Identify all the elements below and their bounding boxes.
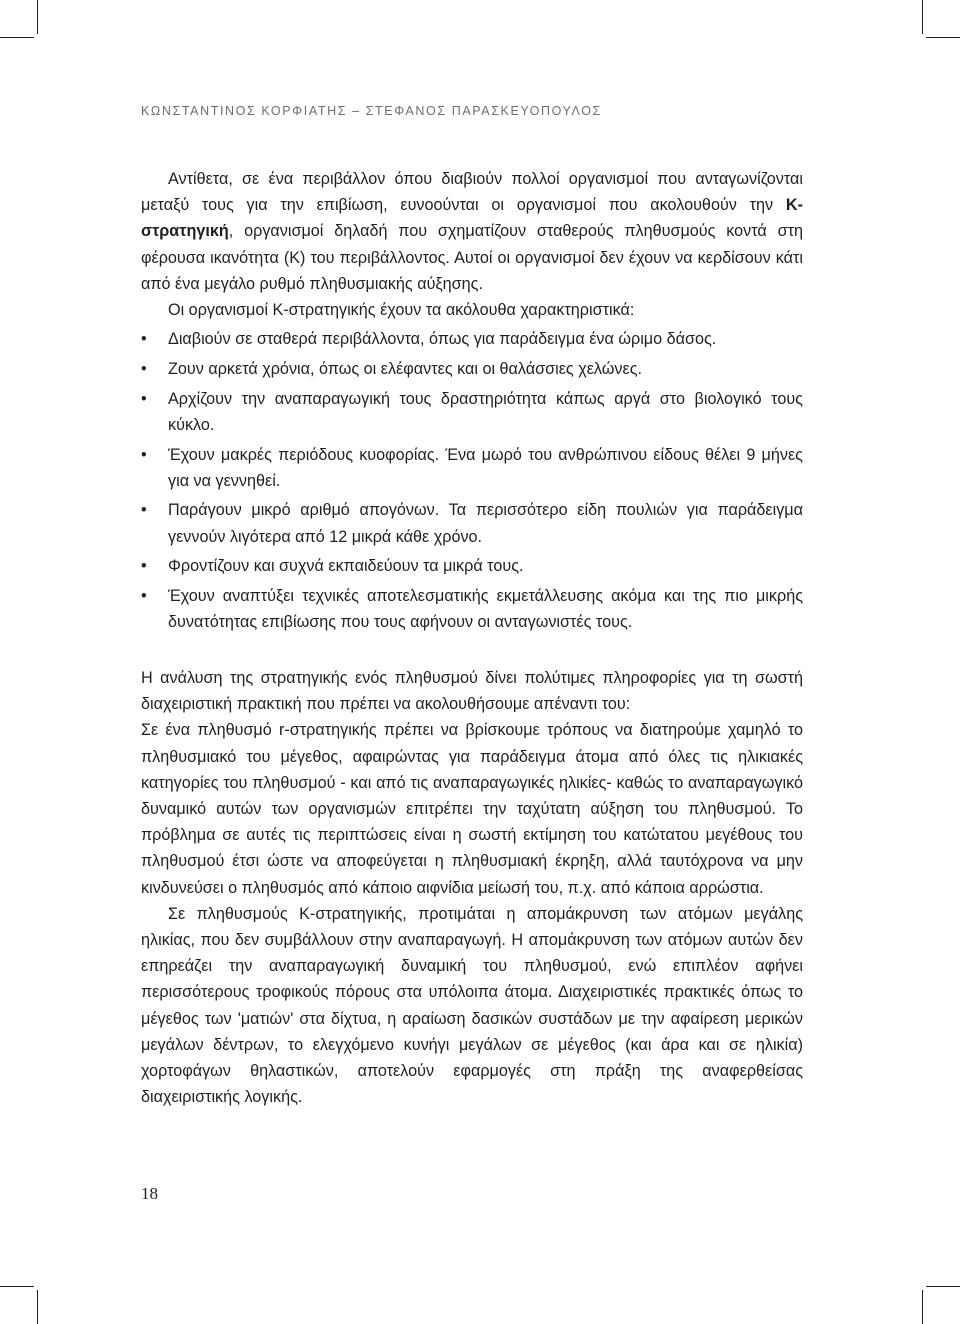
crop-mark-bottom-left-h [0, 1286, 34, 1287]
intro-text-1: Αντίθετα, σε ένα περιβάλλον όπου διαβιούν πολλοί οργανισμοί που ανταγωνίζονται μεταξύ τους για την επιβίωση, ευνοούνται οι οργανισμοί που ακολουθούν την [141, 170, 803, 215]
list-item [141, 442, 803, 494]
crop-mark-top-right-h [926, 37, 960, 38]
bullet-glyph: • [141, 557, 147, 576]
bullet-glyph: • [141, 359, 147, 378]
running-head: ΚΩΝΣΤΑΝΤΙΝΟΣ ΚΟΡΦΙΑΤΗΣ – ΣΤΕΦΑΝΟΣ ΠΑΡΑΣΚΕΥΟΠΟΥΛΟΣ [141, 104, 602, 118]
intro-paragraph [141, 166, 803, 297]
list-item [141, 497, 803, 549]
traits-list [141, 326, 803, 635]
list-item [141, 386, 803, 438]
crop-mark-bottom-right [922, 1290, 923, 1324]
list-item [141, 583, 803, 635]
bullet-glyph: • [141, 389, 147, 408]
crop-mark-top-left [37, 0, 38, 34]
list-item-text: Αρχίζουν την αναπαραγωγική τους δραστηριότητα κάπως αργά στο βιολογικό τους κύκλο. [168, 389, 803, 434]
list-item-text: Παράγουν μικρό αριθμό απογόνων. Τα περισσότερο είδη πουλιών για παράδειγμα γεννούν λιγότερα από 12 μικρά κάθε χρόνο. [168, 501, 803, 546]
crop-mark-bottom-right-h [926, 1286, 960, 1287]
r-strategy-paragraph: Σε ένα πληθυσμό r-στρατηγικής πρέπει να βρίσκουμε τρόπους να διατηρούμε χαμηλό το πληθυσμιακό του μέγεθος, αφαιρώντας για παράδειγμα άτομα από όλες τις ηλικιακές κατηγορίες του πληθυσμού - και από τις αναπαραγωγικές ηλικίες- καθώς το αναπαραγωγικό δυναμικό αυτών των οργανισμών επιτρέπει την ταχύτατη αύξηση του πληθυσμού. Το πρόβλημα σε αυτές τις περιπτώσεις είναι η σωστή εκτίμηση του κατώτατου μεγέθους του πληθυσμού έτσι ώστε να αποφεύγεται η πληθυσμιακή έκρηξη, αλλά ταυτόχρονα να μην κινδυνεύσει ο πληθυσμός από κάποιο αιφνίδια μείωσή του, π.χ. από κάποια αρρώστια. [141, 721, 803, 897]
traits-intro: Οι οργανισμοί Κ-στρατηγικής έχουν τα ακόλουθα χαρακτηριστικά: [168, 301, 635, 320]
list-item [141, 553, 803, 579]
bullet-glyph: • [141, 587, 147, 606]
list-item-text: Διαβιούν σε σταθερά περιβάλλοντα, όπως για παράδειγμα ένα ώριμο δάσος. [168, 330, 717, 349]
list-item-text: Έχουν αναπτύξει τεχνικές αποτελεσματικής εκμετάλλευσης ακόμα και της πιο μικρής δυνατότητας επιβίωσης που τους αφήνουν οι ανταγωνιστές τους. [168, 587, 803, 632]
list-item-text: Φροντίζουν και συχνά εκπαιδεύουν τα μικρά τους. [168, 557, 524, 576]
intro-text-2: , οργανισμοί δηλαδή που σχηματίζουν σταθερούς πληθυσμούς κοντά στη φέρουσα ικανότητα (Κ) του περιβάλλοντος. Αυτοί οι οργανισμοί δεν έχουν να κερδίσουν κάτι από ένα μεγάλο ρυθμό πληθυσμιακής αύξησης. [141, 222, 803, 293]
crop-mark-bottom-left [37, 1290, 38, 1324]
analysis-paragraph: Η ανάλυση της στρατηγικής ενός πληθυσμού δίνει πολύτιμες πληροφορίες για τη σωστή διαχειριστική πρακτική που πρέπει να ακολουθήσουμε απέναντι του: [141, 668, 803, 714]
list-item-text: Έχουν μακρές περιόδους κυοφορίας. Ένα μωρό του ανθρώπινου είδους θέλει 9 μήνες για να γεννηθεί. [168, 445, 803, 490]
page-number: 18 [141, 1184, 158, 1203]
bullet-glyph: • [141, 445, 147, 464]
bullet-glyph: • [141, 501, 147, 520]
section-gap [141, 639, 803, 665]
body-text [141, 166, 803, 1110]
list-item [141, 356, 803, 382]
k-strategy-term: Κ-στρατηγική [141, 196, 803, 241]
list-item-text: Ζουν αρκετά χρόνια, όπως οι ελέφαντες και οι θαλάσσιες χελώνες. [168, 359, 643, 378]
crop-mark-top-left-h [0, 37, 34, 38]
bullet-glyph: • [141, 330, 147, 349]
k-strategy-paragraph: Σε πληθυσμούς Κ-στρατηγικής, προτιμάται η απομάκρυνση των ατόμων μεγάλης ηλικίας, που δεν συμβάλλουν στην αναπαραγωγή. Η απομάκρυνση των ατόμων αυτών δεν επηρεάζει την αναπαραγωγική δυναμική του πληθυσμού, ενώ επιπλέον αφήνει περισσότερους τροφικούς πόρους στα υπόλοιπα άτομα. Διαχειριστικές πρακτικές όπως το μέγεθος των 'ματιών' στα δίχτυα, η αραίωση δασικών συστάδων με την αφαίρεση μερικών μεγάλων δέντρων, το ελεγχόμενο κυνήγι μεγάλων σε μέγεθος (και άρα και σε ηλικία) χορτοφάγων θηλαστικών, αποτελούν εφαρμογές στη πράξη της αναφερθείσας διαχειριστικής λογικής. [141, 904, 803, 1107]
crop-mark-top-right [922, 0, 923, 34]
list-item [141, 326, 803, 352]
